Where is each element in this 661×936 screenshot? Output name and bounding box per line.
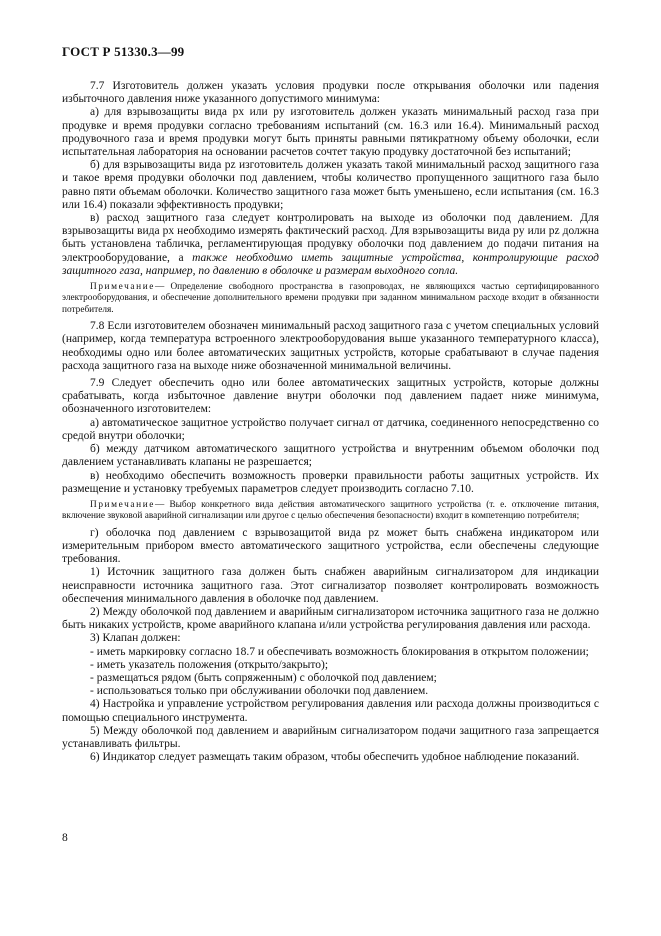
clause-7-7: 7.7 Изготовитель должен указать условия продувки после открывания оболочки или падения избыточного давления ниже указанного допустимого минимума: [62,80,599,106]
clause-7-7-a: а) для взрывозащиты вида px или py изготовитель должен указать минимальный расход газа при продувке и время продувки согласно требованиям испытаний (см. 16.3 или 16.4). Минимальный расход продувочного газа и время продувки могут быть приняты равными пятикратному объему оболочки, если испытательная лаборатория на основании расчетов сочтет такую продувку достаточной без испытаний; [62,106,599,159]
page-number: 8 [62,832,68,844]
requirement-1: 1) Источник защитного газа должен быть снабжен аварийным сигнализатором для индикации неисправности источника защитного газа. Этот сигнализатор позволяет контролировать возможность обеспечения минимального давления в оболочке под давлением. [62,566,599,605]
requirement-3-a: - иметь маркировку согласно 18.7 и обеспечивать возможность блокирования в открытом положении; [90,645,589,658]
requirement-5: 5) Между оболочкой под давлением и аварийным сигнализатором подачи защитного газа запрещается устанавливать фильтры. [62,724,599,750]
clause-7-7-v [62,212,599,278]
standard-header: ГОСТ Р 51330.3—99 [62,44,185,59]
clause-7-8: 7.8 Если изготовителем обозначен минимальный расход защитного газа с учетом специальных условий (например, когда температура встроенного электрооборудования выше указанного температурного класса), необходимы одно или более автоматических защитных устройств, которые срабатывают в случае падения расхода защитного газа на выходе ниже обозначенной минимальной величины. [62,320,599,372]
note-2-text: — Выбор конкретного вида действия автоматического защитного устройства (т. е. отключение питания, включение звуковой аварийной сигнализации или другое с целью обеспечения безопасности) входит в компетенцию потребителя; [62,499,599,522]
clause-7-9-v: в) необходимо обеспечить возможность проверки правильности работы защитных устройств. Их размещение и установку требуемых параметров следует производить согласно 7.10. [62,469,599,495]
clause-7-7-v-text: в) расход защитного газа следует контролировать на выходе из оболочки под давлением. Для взрывозащиты вида px необходимо измерять фактический расход. Для взрывозащиты вида py или pz должна быть установлена табличка, регламентирующая продувку оболочки под давлением до подачи питания на электрооборудование, а [62,212,599,264]
clause-7-9-a: а) автоматическое защитное устройство получает сигнал от датчика, соединенного непосредственно со средой внутри оболочки; [62,416,599,442]
note-1-text: — Определение свободного пространства в газопроводах, не являющихся частью сертифицированного электрооборудования, и обеспечение дополнительного времени продувки при заданном минимальном расходе входит в обязанности потребителя. [62,282,599,315]
requirement-4: 4) Настройка и управление устройством регулирования давления или расхода должны производиться с помощью специального инструмента. [62,698,599,724]
clause-7-9: 7.9 Следует обеспечить одно или более автоматических защитных устройств, которые должны срабатывать, когда избыточное давление внутри оболочки под давлением падает ниже минимума, обозначенного изготовителем: [62,377,599,416]
clause-7-7-b: б) для взрывозащиты вида pz изготовитель должен указать такой минимальный расход защитного газа и такое время продувки оболочки под давлением, чтобы количество пропущенного защитного газа было равно пяти объемам оболочки. Количество защитного газа может быть уменьшено, если испытания (см. 16.3 или 16.4) показали эффективность продувки; [62,159,599,211]
requirement-3-d: - использоваться только при обслуживании оболочки под давлением. [90,685,429,698]
clause-7-9-g: г) оболочка под давлением с взрывозащитой вида pz может быть снабжена индикатором или измерительным прибором вместо автоматического защитного устройства, если обеспечены следующие требования. [62,526,599,566]
requirement-6: 6) Индикатор следует размещать таким образом, чтобы обеспечить удобное наблюдение показаний. [90,751,580,764]
note-1-label: Примечание [90,282,155,293]
requirement-2: 2) Между оболочкой под давлением и аварийным сигнализатором источника защитного газа не должно быть никаких устройств, кроме аварийного клапана и/или устройства регулирования давления или расхода. [62,605,599,632]
requirement-3: 3) Клапан должен: [90,632,181,645]
note-1 [62,282,599,316]
clause-7-7-v-italic: также необходимо иметь защитные устройства, контролирующие расход защитного газа, например, по давлению в оболочке и размерам выходного сопла. [62,251,599,277]
requirement-3-b: - иметь указатель положения (открыто/закрыто); [90,658,329,671]
document-body [62,80,599,764]
clause-7-9-b: б) между датчиком автоматического защитного устройства и внутренним объемом оболочки под давлением устанавливать клапаны не разрешается; [62,443,599,469]
note-2 [62,500,599,523]
requirement-3-c: - размещаться рядом (быть сопряженным) с оболочкой под давлением; [90,671,437,684]
note-2-label: Примечание [90,499,155,510]
